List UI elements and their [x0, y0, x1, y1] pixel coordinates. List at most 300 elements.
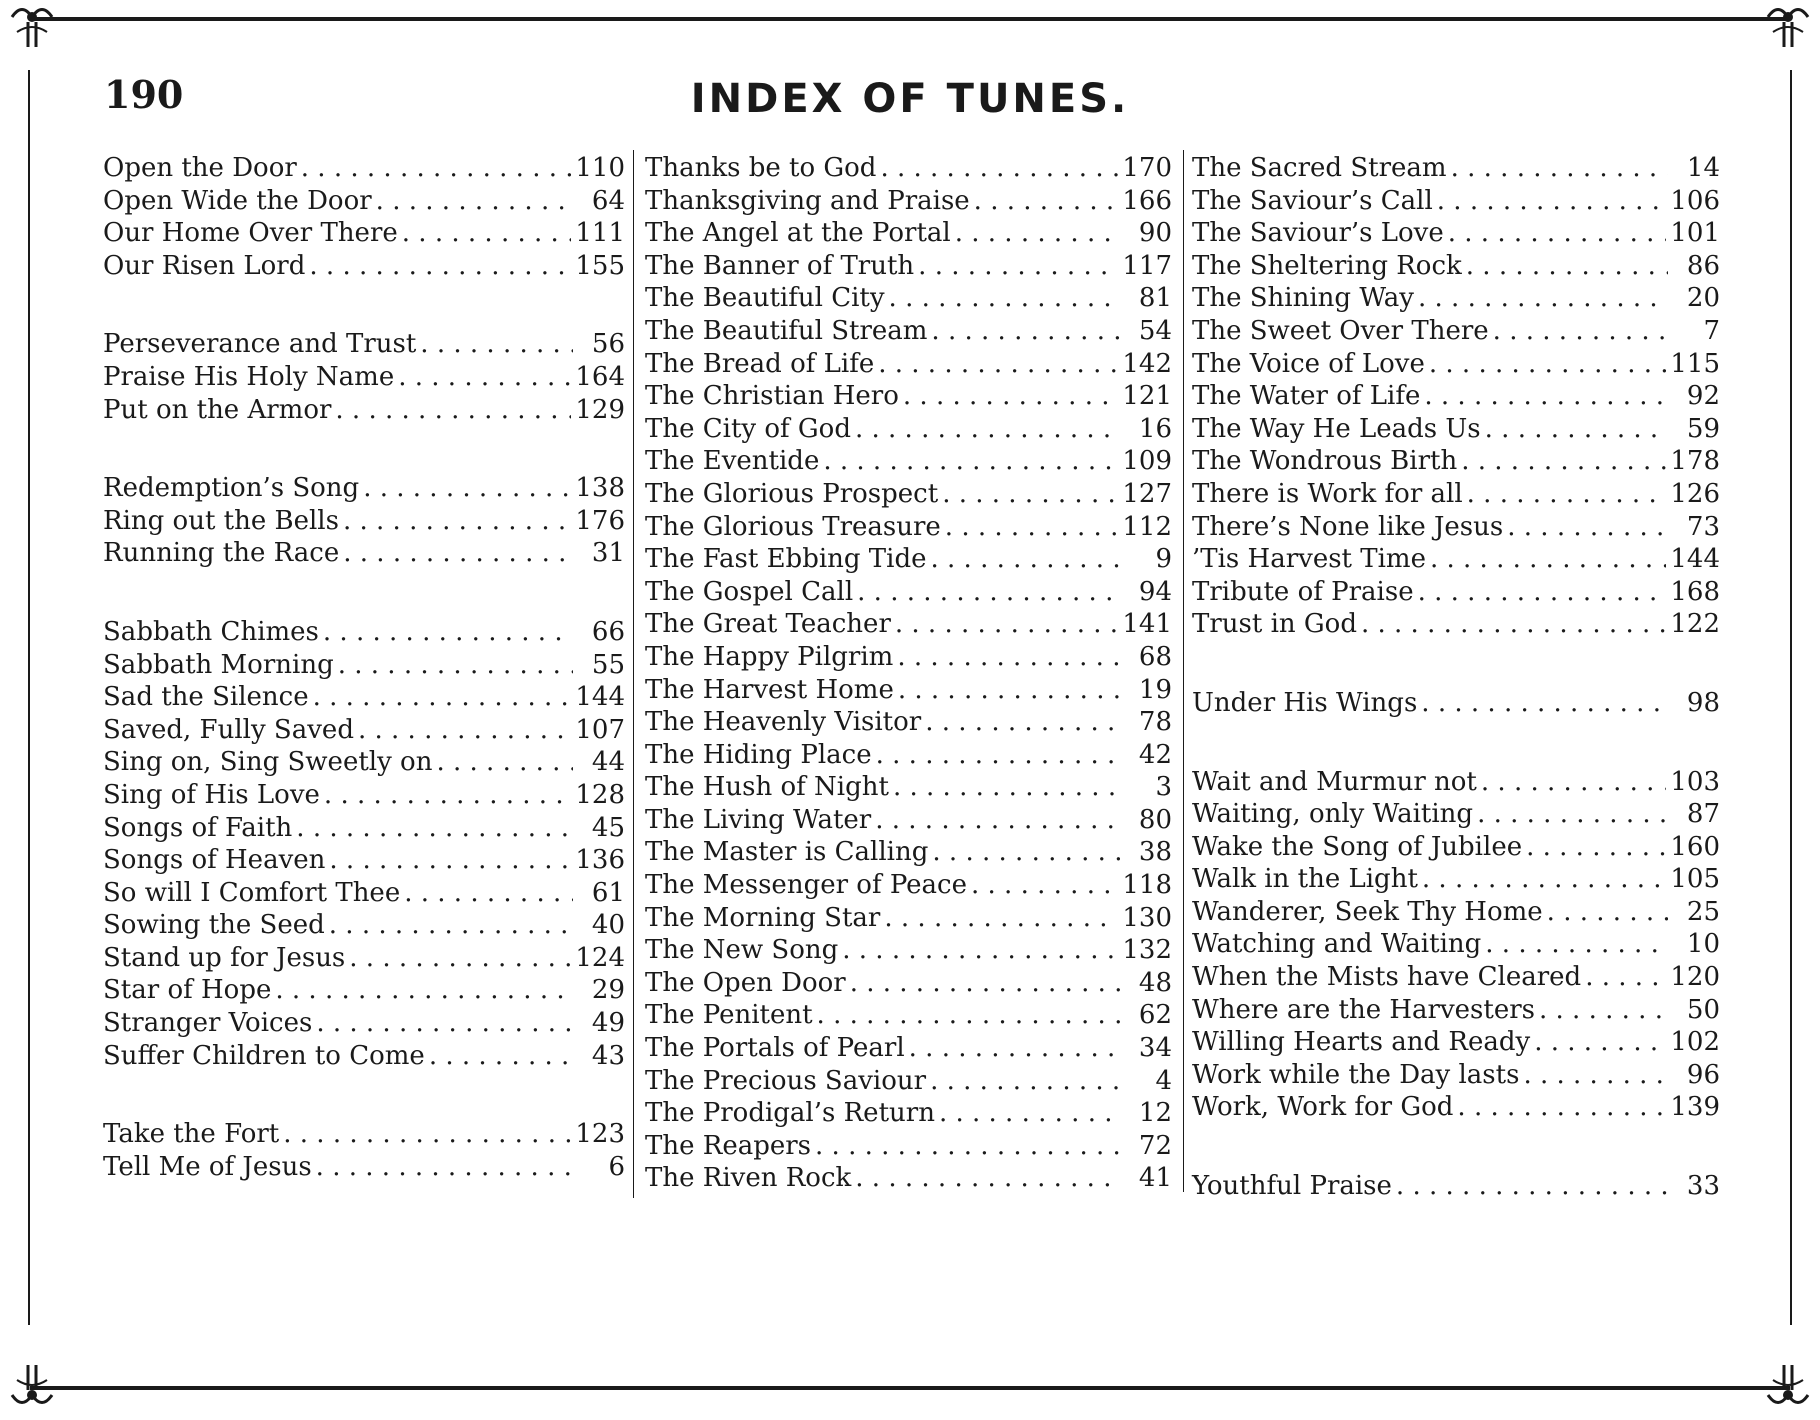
index-column-2: [645, 152, 1172, 1195]
dot-leader: [876, 739, 1120, 772]
page-ref: 136: [575, 845, 625, 876]
page-ref: 90: [1138, 218, 1172, 249]
index-entry: [1192, 576, 1720, 609]
page-ref: 86: [1686, 250, 1720, 281]
index-entry: [645, 413, 1172, 446]
page-ref: 38: [1138, 837, 1172, 868]
page-ref: 73: [1686, 511, 1720, 542]
index-entry: [645, 1065, 1172, 1098]
index-entry: [1192, 478, 1720, 511]
corner-ornament-icon: [2, 1360, 62, 1420]
tune-title: Sabbath Chimes: [103, 616, 319, 647]
dot-leader: [1430, 543, 1666, 576]
index-entry: [1192, 152, 1720, 185]
page-ref: 68: [1138, 641, 1172, 672]
dot-leader: [1547, 896, 1668, 929]
index-entry: [645, 250, 1172, 283]
index-entry: [1192, 798, 1720, 831]
dot-leader: [1448, 217, 1667, 250]
page-ref: 176: [575, 505, 625, 536]
dot-leader: [898, 674, 1120, 707]
page-ref: 59: [1686, 413, 1720, 444]
page-ref: 144: [575, 682, 625, 713]
tune-title: Perseverance and Trust: [103, 329, 417, 360]
tune-title: Walk in the Light: [1192, 864, 1418, 895]
index-entry: [103, 681, 625, 714]
index-entry: [103, 185, 625, 218]
tune-title: The Angel at the Portal: [645, 218, 951, 249]
page-title: INDEX OF TUNES.: [690, 76, 1130, 122]
page-ref: 6: [608, 1151, 625, 1182]
page-ref: 9: [1155, 544, 1172, 575]
index-entry: [103, 472, 625, 505]
tune-title: Sad the Silence: [103, 682, 309, 713]
dot-leader: [335, 394, 571, 427]
index-entry: [1192, 961, 1720, 994]
page-ref: 19: [1138, 674, 1172, 705]
corner-ornament-icon: [1758, 0, 1818, 52]
tune-title: The City of God: [645, 413, 851, 444]
dot-leader: [855, 413, 1120, 446]
index-entry: [1192, 185, 1720, 218]
corner-ornament-icon: [2, 0, 62, 52]
tune-title: Our Home Over There: [103, 218, 398, 249]
dot-leader: [329, 844, 571, 877]
index-entry: [645, 836, 1172, 869]
tune-title: The Way He Leads Us: [1192, 413, 1481, 444]
index-entry: [645, 511, 1172, 544]
tune-title: The Precious Saviour: [645, 1065, 927, 1096]
index-entry: [645, 445, 1172, 478]
tune-title: Running the Race: [103, 538, 340, 569]
page-ref: 129: [575, 394, 625, 425]
frame-left-border: [28, 70, 30, 1325]
dot-leader: [1481, 766, 1666, 799]
page-ref: 168: [1670, 576, 1720, 607]
dot-leader: [1457, 1091, 1666, 1124]
tune-title: Under His Wings: [1192, 687, 1418, 718]
page-ref: 25: [1686, 896, 1720, 927]
dot-leader: [842, 934, 1118, 967]
tune-title: Tribute of Praise: [1192, 576, 1414, 607]
tune-title: The Eventide: [645, 446, 820, 477]
dot-leader: [1485, 413, 1668, 446]
page-ref: 178: [1670, 446, 1720, 477]
dot-leader: [429, 1040, 573, 1073]
tune-title: Put on the Armor: [103, 394, 332, 425]
tune-title: The Prodigal’s Return: [645, 1098, 935, 1129]
index-entry: [1192, 994, 1720, 1027]
index-entry: [1192, 217, 1720, 250]
dot-leader: [1429, 348, 1667, 381]
tune-title: The Penitent: [645, 1000, 813, 1031]
dot-leader: [1466, 250, 1668, 283]
page-ref: 141: [1122, 609, 1172, 640]
tune-title: Stand up for Jesus: [103, 942, 346, 973]
dot-leader: [945, 511, 1119, 544]
page-ref: 12: [1138, 1098, 1172, 1129]
page-ref: 20: [1686, 283, 1720, 314]
tune-title: So will I Comfort Thee: [103, 877, 401, 908]
dot-leader: [349, 942, 571, 975]
index-entry: [645, 706, 1172, 739]
index-entry: [103, 250, 625, 283]
index-entry: [103, 844, 625, 877]
tune-title: The Wondrous Birth: [1192, 446, 1458, 477]
dot-leader: [358, 714, 571, 747]
dot-leader: [955, 217, 1120, 250]
index-entry: [103, 974, 625, 1007]
tune-title: ’Tis Harvest Time: [1192, 544, 1426, 575]
dot-leader: [942, 478, 1118, 511]
index-entry: [103, 1151, 625, 1184]
page-ref: 128: [575, 779, 625, 810]
column-divider: [633, 150, 634, 1198]
dot-leader: [850, 967, 1120, 1000]
tune-title: Sing on, Sing Sweetly on: [103, 747, 433, 778]
tune-title: The Glorious Treasure: [645, 511, 941, 542]
page-ref: 16: [1138, 413, 1172, 444]
dot-leader: [889, 282, 1120, 315]
dot-leader: [1493, 315, 1668, 348]
tune-title: Praise His Holy Name: [103, 361, 395, 392]
tune-title: The Open Door: [645, 967, 846, 998]
tune-title: Thanks be to God: [645, 153, 877, 183]
tune-title: Wanderer, Seek Thy Home: [1192, 896, 1543, 927]
dot-leader: [363, 472, 571, 505]
tune-title: The Happy Pilgrim: [645, 641, 894, 672]
index-entry: [645, 1097, 1172, 1130]
index-entry: [645, 674, 1172, 707]
index-entry: [645, 543, 1172, 576]
index-entry: [1192, 766, 1720, 799]
tune-title: Trust in God: [1192, 609, 1357, 640]
index-entry: [645, 282, 1172, 315]
tune-title: The Portals of Pearl: [645, 1033, 905, 1064]
dot-leader: [1485, 928, 1668, 961]
page-ref: 144: [1670, 544, 1720, 575]
page-ref: 111: [575, 218, 625, 249]
dot-leader: [1526, 831, 1666, 864]
page-ref: 41: [1138, 1163, 1172, 1194]
dot-leader: [1451, 152, 1668, 185]
page-ref: 130: [1122, 902, 1172, 933]
dot-leader: [1418, 576, 1667, 609]
tune-title: The Reapers: [645, 1130, 812, 1161]
page-ref: 166: [1122, 185, 1172, 216]
page-ref: 81: [1138, 283, 1172, 314]
tune-title: The Sheltering Rock: [1192, 250, 1462, 281]
dot-leader: [1461, 445, 1666, 478]
tune-title: There’s None like Jesus: [1192, 511, 1504, 542]
dot-leader: [930, 1065, 1120, 1098]
page-ref: 31: [591, 538, 625, 569]
page-ref: 44: [591, 747, 625, 778]
column-divider: [1183, 150, 1184, 1192]
index-entry: [645, 1032, 1172, 1065]
tune-title: Ring out the Bells: [103, 505, 339, 536]
tune-title: The Gospel Call: [645, 576, 854, 607]
page-ref: 49: [591, 1008, 625, 1039]
index-entry: [103, 746, 625, 779]
dot-leader: [1539, 994, 1668, 1027]
index-entry: [103, 812, 625, 845]
dot-leader: [939, 1097, 1120, 1130]
dot-leader: [1534, 1026, 1666, 1059]
page-ref: 142: [1122, 348, 1172, 379]
page-ref: 155: [575, 250, 625, 281]
tune-title: Watching and Waiting: [1192, 929, 1482, 960]
dot-leader: [420, 328, 573, 361]
page-ref: 54: [1138, 315, 1172, 346]
index-entry: [1192, 1091, 1720, 1124]
index-entry: [103, 616, 625, 649]
dot-leader: [1421, 687, 1668, 720]
index-entry: [645, 934, 1172, 967]
tune-title: The Hush of Night: [645, 772, 889, 803]
dot-leader: [1523, 1059, 1668, 1092]
tune-title: The New Song: [645, 935, 839, 966]
tune-title: The Great Teacher: [645, 609, 891, 640]
dot-leader: [1467, 478, 1667, 511]
group-spacer: [1192, 1124, 1720, 1170]
tune-title: The Harvest Home: [645, 674, 894, 705]
page-ref: 124: [575, 942, 625, 973]
page-ref: 33: [1686, 1171, 1720, 1202]
index-entry: [645, 152, 1172, 185]
frame-right-border: [1790, 70, 1792, 1325]
tune-title: The Sweet Over There: [1192, 315, 1489, 346]
index-entry: [103, 1118, 625, 1151]
page-ref: 96: [1686, 1059, 1720, 1090]
group-spacer: [1192, 720, 1720, 766]
page-ref: 40: [591, 910, 625, 941]
page-ref: 106: [1670, 185, 1720, 216]
dot-leader: [931, 315, 1120, 348]
dot-leader: [343, 505, 571, 538]
dot-leader: [893, 771, 1120, 804]
page-ref: 34: [1138, 1033, 1172, 1064]
tune-title: Where are the Harvesters: [1192, 994, 1535, 1025]
index-entry: [1192, 1170, 1720, 1203]
index-entry: [1192, 1026, 1720, 1059]
page-ref: 50: [1686, 994, 1720, 1025]
index-column-1: [103, 152, 625, 1183]
page-ref: 78: [1138, 707, 1172, 738]
page-ref: 123: [575, 1119, 625, 1150]
index-entry: [103, 877, 625, 910]
dot-leader: [1361, 608, 1666, 641]
tune-title: Waiting, only Waiting: [1192, 799, 1474, 830]
page-number: 190: [104, 72, 184, 117]
tune-title: The Voice of Love: [1192, 348, 1425, 379]
index-entry: [1192, 511, 1720, 544]
page-ref: 118: [1122, 870, 1172, 901]
index-entry: [103, 152, 625, 185]
page-ref: 62: [1138, 1000, 1172, 1031]
dot-leader: [296, 812, 573, 845]
dot-leader: [878, 348, 1118, 381]
index-entry: [645, 576, 1172, 609]
tune-title: The Bread of Life: [645, 348, 875, 379]
dot-leader: [301, 152, 572, 185]
page-ref: 164: [575, 361, 625, 392]
index-entry: [1192, 250, 1720, 283]
page-ref: 101: [1670, 218, 1720, 249]
index-entry: [645, 217, 1172, 250]
index-entry: [1192, 315, 1720, 348]
index-entry: [1192, 348, 1720, 381]
tune-title: Open Wide the Door: [103, 185, 372, 216]
page-ref: 4: [1155, 1065, 1172, 1096]
page-ref: 61: [591, 877, 625, 908]
index-entry: [1192, 413, 1720, 446]
index-entry: [103, 505, 625, 538]
dot-leader: [1437, 185, 1667, 218]
index-entry: [645, 804, 1172, 837]
dot-leader: [404, 877, 573, 910]
page-ref: 117: [1122, 250, 1172, 281]
tune-title: The Living Water: [645, 804, 872, 835]
corner-ornament-icon: [1758, 1360, 1818, 1420]
page-ref: 121: [1122, 381, 1172, 412]
tune-title: Take the Fort: [103, 1119, 280, 1150]
index-entry: [103, 1040, 625, 1073]
dot-leader: [884, 902, 1118, 935]
tune-title: Open the Door: [103, 153, 297, 183]
index-entry: [645, 478, 1172, 511]
index-entry: [645, 315, 1172, 348]
index-entry: [1192, 896, 1720, 929]
index-entry: [645, 185, 1172, 218]
group-spacer: [103, 282, 625, 328]
dot-leader: [338, 649, 573, 682]
tune-title: Thanksgiving and Praise: [645, 185, 970, 216]
dot-leader: [1424, 380, 1668, 413]
tune-title: The Sacred Stream: [1192, 153, 1447, 183]
dot-leader: [283, 1118, 571, 1151]
dot-leader: [316, 1151, 573, 1184]
page-ref: 122: [1670, 609, 1720, 640]
page-ref: 102: [1670, 1027, 1720, 1058]
dot-leader: [903, 380, 1118, 413]
group-spacer: [103, 426, 625, 472]
dot-leader: [1477, 798, 1668, 831]
page-ref: 43: [591, 1040, 625, 1071]
tune-title: The Shining Way: [1192, 283, 1414, 314]
frame-top-border: [30, 17, 1790, 21]
tune-title: Wake the Song of Jubilee: [1192, 831, 1523, 862]
tune-title: Suffer Children to Come: [103, 1040, 425, 1071]
tune-title: Sabbath Morning: [103, 649, 334, 680]
tune-title: The Hiding Place: [645, 739, 872, 770]
page-ref: 98: [1686, 687, 1720, 718]
index-entry: [103, 217, 625, 250]
group-spacer: [103, 1072, 625, 1118]
index-entry: [1192, 687, 1720, 720]
tune-title: Youthful Praise: [1192, 1171, 1392, 1202]
page-ref: 127: [1122, 478, 1172, 509]
tune-title: The Saviour’s Call: [1192, 185, 1433, 216]
index-entry: [645, 869, 1172, 902]
page-ref: 115: [1670, 348, 1720, 379]
tune-title: Our Risen Lord: [103, 250, 306, 281]
index-entry: [645, 348, 1172, 381]
dot-leader: [275, 974, 573, 1007]
tune-title: The Messenger of Peace: [645, 870, 967, 901]
page-ref: 126: [1670, 478, 1720, 509]
index-entry: [645, 1162, 1172, 1195]
tune-title: Willing Hearts and Ready: [1192, 1027, 1531, 1058]
page-ref: 132: [1122, 935, 1172, 966]
page-ref: 87: [1686, 799, 1720, 830]
page-ref: 7: [1703, 315, 1720, 346]
tune-title: There is Work for all: [1192, 478, 1463, 509]
page-ref: 94: [1138, 576, 1172, 607]
dot-leader: [376, 185, 573, 218]
tune-title: Sowing the Seed: [103, 910, 325, 941]
page-ref: 120: [1670, 962, 1720, 993]
index-entry: [645, 967, 1172, 1000]
page-ref: 10: [1686, 929, 1720, 960]
tune-title: The Banner of Truth: [645, 250, 915, 281]
dot-leader: [909, 1032, 1120, 1065]
dot-leader: [875, 804, 1120, 837]
index-entry: [645, 771, 1172, 804]
index-entry: [645, 608, 1172, 641]
page-ref: 103: [1670, 766, 1720, 797]
dot-leader: [931, 543, 1121, 576]
page-ref: 109: [1122, 446, 1172, 477]
index-entry: [103, 714, 625, 747]
index-entry: [103, 649, 625, 682]
dot-leader: [316, 1007, 573, 1040]
dot-leader: [1418, 282, 1668, 315]
group-spacer: [1192, 641, 1720, 687]
dot-leader: [402, 217, 572, 250]
index-entry: [1192, 863, 1720, 896]
tune-title: Sing of His Love: [103, 779, 320, 810]
index-entry: [645, 380, 1172, 413]
index-entry: [645, 641, 1172, 674]
dot-leader: [880, 152, 1118, 185]
dot-leader: [815, 1130, 1120, 1163]
page-ref: 107: [575, 714, 625, 745]
index-entry: [103, 779, 625, 812]
page-ref: 56: [591, 329, 625, 360]
index-entry: [1192, 831, 1720, 864]
dot-leader: [398, 361, 571, 394]
group-spacer: [103, 570, 625, 616]
index-entry: [1192, 380, 1720, 413]
tune-title: Redemption’s Song: [103, 473, 360, 504]
dot-leader: [817, 999, 1120, 1032]
page-ref: 80: [1138, 804, 1172, 835]
dot-leader: [323, 616, 573, 649]
tune-title: When the Mists have Cleared: [1192, 962, 1582, 993]
index-column-3: [1192, 152, 1720, 1203]
page-ref: 45: [591, 812, 625, 843]
tune-title: The Saviour’s Love: [1192, 218, 1444, 249]
page-ref: 72: [1138, 1130, 1172, 1161]
frame-bottom-border: [30, 1386, 1790, 1390]
dot-leader: [1507, 511, 1668, 544]
tune-title: The Glorious Prospect: [645, 478, 939, 509]
tune-title: The Christian Hero: [645, 381, 899, 412]
dot-leader: [918, 250, 1118, 283]
page-ref: 64: [591, 185, 625, 216]
index-entry: [103, 1007, 625, 1040]
